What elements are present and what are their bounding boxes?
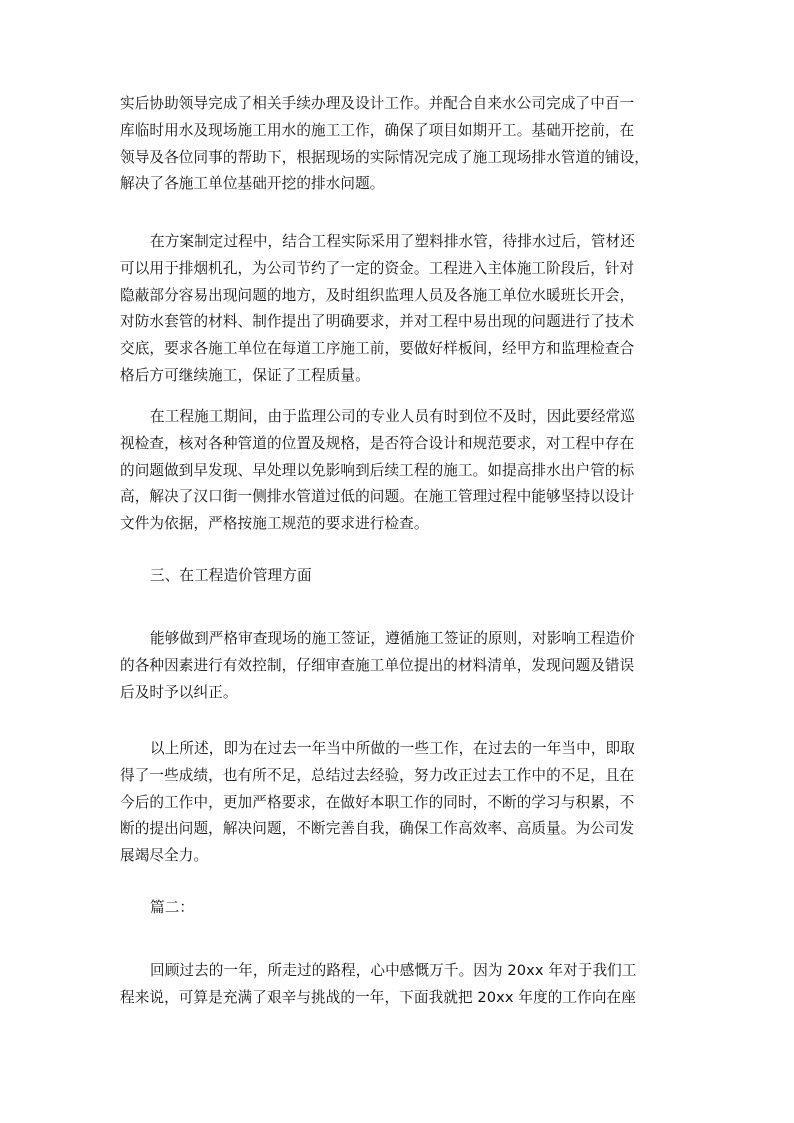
paragraph-8 [120,958,680,1012]
section-heading-part-two [120,895,680,922]
text-line: 高，解决了汉口街一侧排水管道过低的问题。在施工管理过程中能够坚持以设计 [120,488,635,506]
text-line: 回顾过去的一年，所走过的路程，心中感慨万千。因为 20xx 年对于我们工 [150,962,637,979]
text-line: 断的提出问题，解决问题，不断完善自我，确保工作高效率、高质量。为公司发 [120,820,635,838]
text-line: 后及时予以纠正。 [120,683,238,701]
text-line: 隐蔽部分容易出现问题的地方，及时组织监理人员及各施工单位水暖班长开会， [120,286,635,304]
paragraph-5 [120,626,680,706]
text-line: 交底，要求各施工单位在每道工序施工前，要做好样板间，经甲方和监理检查合 [120,340,635,358]
text-line: 以上所述，即为在过去一年当中所做的一些工作，在过去的一年当中，即取 [150,740,635,757]
text-line: 文件为依据，严格按施工规范的要求进行检查。 [120,515,429,533]
text-line: 的问题做到早发现、早处理以免影响到后续工程的施工。如提高排水出户管的标 [120,461,635,479]
text-line: 展竭尽全力。 [120,847,209,865]
text-line: 的各种因素进行有效控制，仔细审查施工单位提出的材料清单，发现问题及错误 [120,656,635,674]
text-line: 在方案制定过程中，结合工程实际采用了塑料排水管，待排水过后，管材还 [150,233,635,250]
text-line: 库临时用水及现场施工用水的施工工作，确保了项目如期开工。基础开挖前，在 [120,121,635,139]
paragraph-1 [120,91,680,198]
text-line: 今后的工作中，更加严格要求，在做好本职工作的同时，不断的学习与积累，不 [120,793,635,811]
text-line: 对防水套管的材料、制作提出了明确要求，并对工程中易出现的问题进行了技术 [120,313,635,331]
paragraph-2 [120,229,680,390]
section-heading-text: 三、在工程造价管理方面 [150,567,312,584]
paragraph-6 [120,736,680,870]
text-line: 能够做到严格审查现场的施工签证，遵循施工签证的原则，对影响工程造价 [150,630,635,647]
text-line: 视检查，核对各种管道的位置及规格，是否符合设计和规范要求，对工程中存在 [120,434,635,452]
text-line: 领导及各位同事的帮助下，根据现场的实际情况完成了施工现场排水管道的铺设， [120,148,649,166]
section-heading-text: 篇二： [150,899,195,916]
text-line: 得了一些成绩，也有所不足，总结过去经验，努力改正过去工作中的不足，且在 [120,766,635,784]
section-heading [120,563,680,590]
text-line: 程来说，可算是充满了艰辛与挑战的一年，下面我就把 20xx 年度的工作向在座 [120,988,636,1006]
text-line: 在工程施工期间，由于监理公司的专业人员有时到位不及时，因此要经常巡 [150,408,635,425]
text-line: 可以用于排烟机孔，为公司节约了一定的资金。工程进入主体施工阶段后，针对 [120,259,635,277]
text-line: 格后方可继续施工，保证了工程质量。 [120,366,370,384]
text-line: 实后协助领导完成了相关手续办理及设计工作。并配合自来水公司完成了中百一 [120,95,635,112]
paragraph-3 [120,404,680,538]
text-line: 解决了各施工单位基础开挖的排水问题。 [120,175,385,193]
